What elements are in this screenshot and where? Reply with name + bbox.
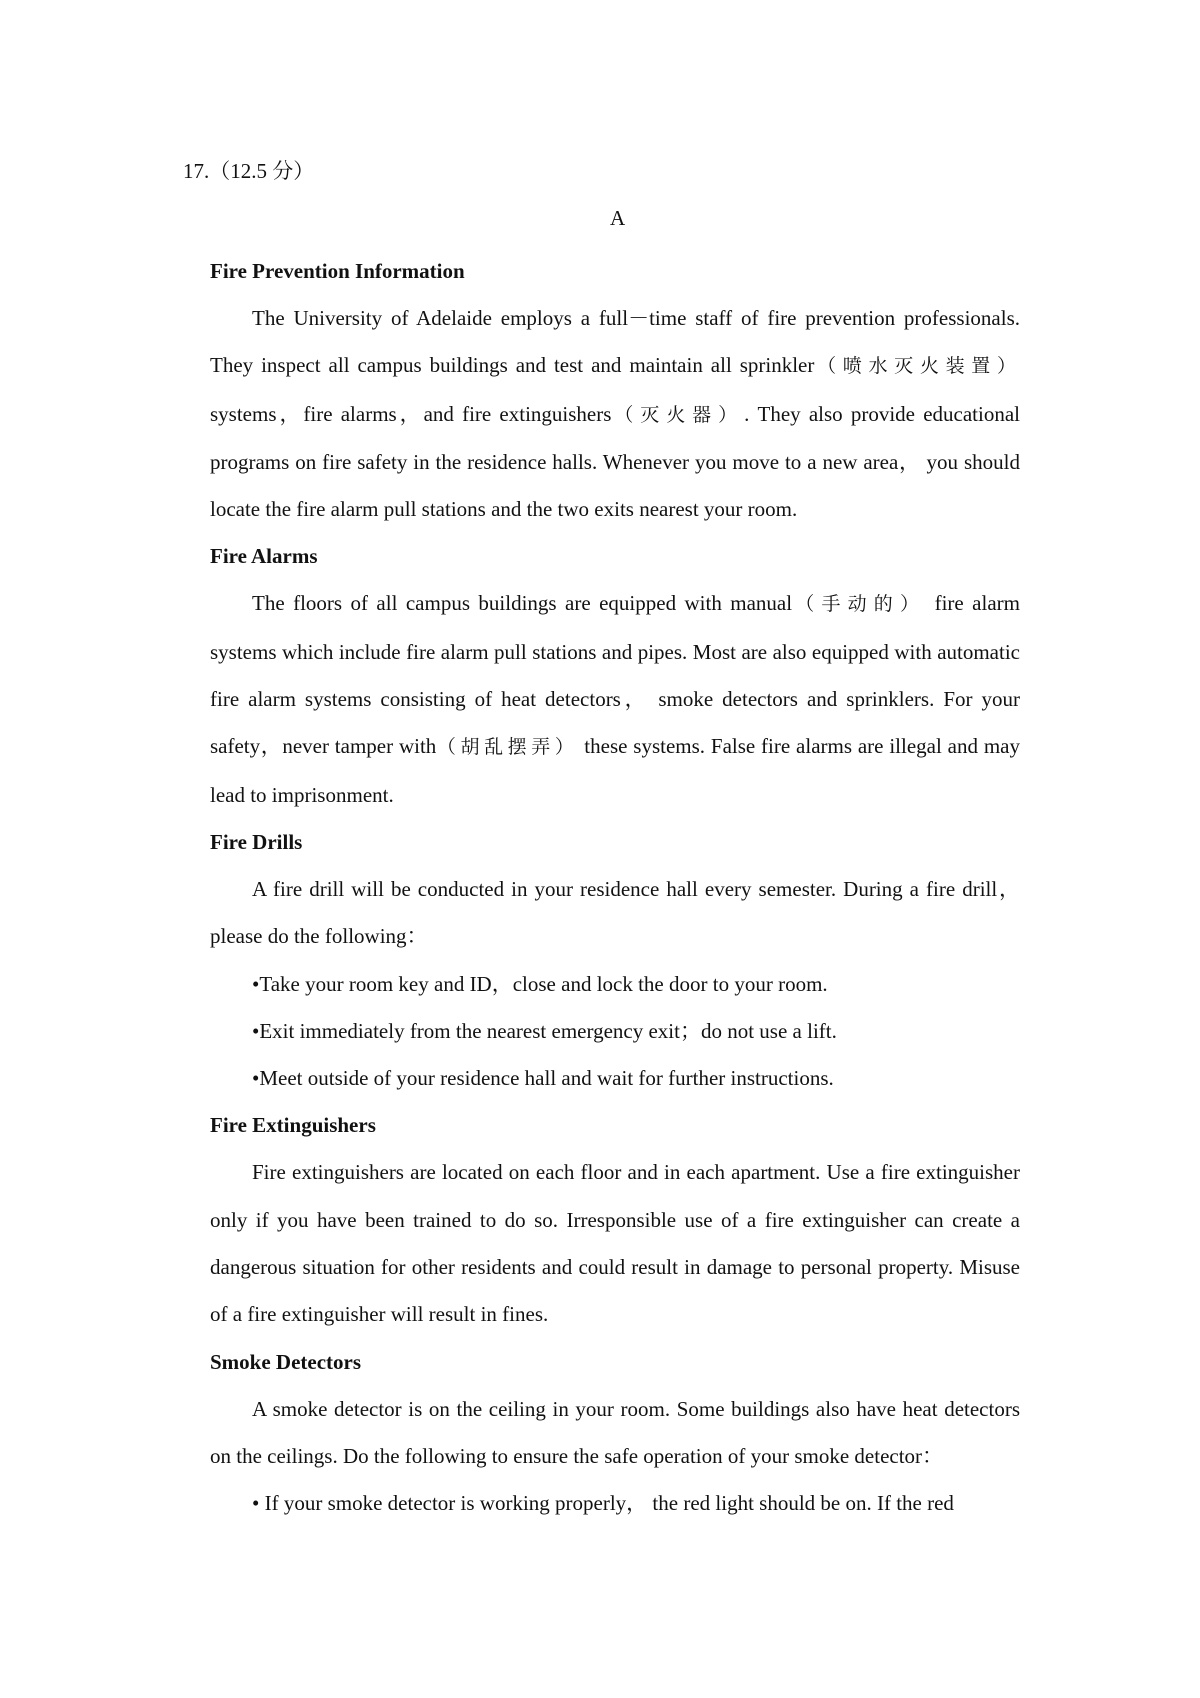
section-heading-fire-drills: Fire Drills <box>210 829 303 854</box>
list-item: •Exit immediately from the nearest emergency exit；do not use a lift. <box>252 1018 837 1043</box>
passage-content <box>210 248 1020 1528</box>
passage-label: A <box>610 206 626 230</box>
question-number: 17.（12.5 分） <box>183 159 315 183</box>
chinese-gloss: （喷水灭火装置） <box>814 355 1020 378</box>
chinese-gloss: （胡乱摆弄） <box>436 736 579 759</box>
text-span: these systems. False fire alarms are illegal and may lead to imprisonment. <box>210 734 1020 807</box>
chinese-gloss: （手动的） <box>792 593 927 616</box>
chinese-gloss: （灭火器） <box>611 403 745 426</box>
text-span: systems，fire alarms，and fire extinguishers <box>210 401 612 426</box>
section-heading-fire-prevention: Fire Prevention Information <box>210 259 465 283</box>
paragraph-fire-alarms <box>210 580 1020 818</box>
paragraph-fire-drills: A fire drill will be conducted in your residence hall every semester. During a fire drill，please do the following： <box>210 876 1020 949</box>
text-span: The floors of all campus buildings are equipped with manual <box>252 591 793 616</box>
text-span: fire alarm systems which include fire alarm pull stations and pipes. Most are also equipped with automatic fire alarm systems consisting of heat detectors， smoke detectors and sprinklers. For your safety，never tamper with <box>210 591 1020 759</box>
section-heading-fire-extinguishers: Fire Extinguishers <box>210 1113 376 1138</box>
list-item: •Meet outside of your residence hall and wait for further instructions. <box>252 1066 834 1091</box>
list-item: • If your smoke detector is working properly， the red light should be on. If the red <box>252 1491 954 1516</box>
text-span: . They also provide educational programs on fire safety in the residence halls. Whenever you move to a new area， you should locate the fire alarm pull stations and the two exits nearest your room. <box>210 401 1020 522</box>
section-heading-smoke-detectors: Smoke Detectors <box>210 1349 362 1374</box>
section-heading-fire-alarms: Fire Alarms <box>210 544 318 569</box>
paragraph-fire-extinguishers: Fire extinguishers are located on each floor and in each apartment. Use a fire extinguisher only if you have been trained to do so. Irresponsible use of a fire extinguisher can create a dangerous situation for other residents and could result in damage to personal property. Misuse of a fire extinguisher will result in fines. <box>210 1160 1020 1327</box>
paragraph-smoke-detectors: A smoke detector is on the ceiling in your room. Some buildings also have heat detectors on the ceilings. Do the following to ensure the safe operation of your smoke detector： <box>210 1396 1020 1468</box>
list-item: •Take your room key and ID，close and lock the door to your room. <box>252 971 828 996</box>
paragraph-fire-prevention <box>210 295 1020 533</box>
text-span: The University of Adelaide employs a full－time staff of fire prevention professionals. They inspect all campus buildings and test and maintain all sprinkler <box>210 306 1020 378</box>
